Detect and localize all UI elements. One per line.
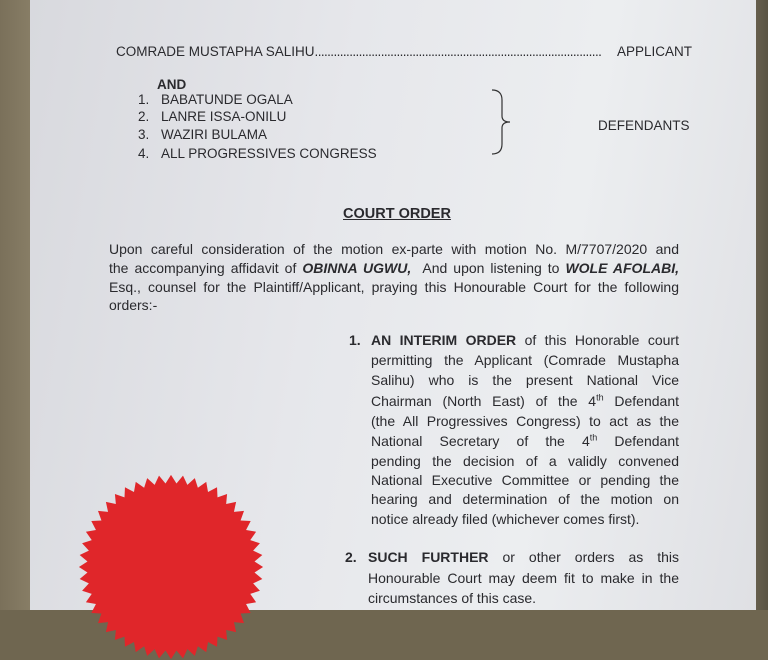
order-number: 2.: [345, 549, 357, 565]
defendants-label: DEFENDANTS: [598, 118, 690, 133]
order-line: (the All Progressives Congress) to act as the: [371, 413, 679, 429]
defendant-name: BABATUNDE OGALA: [161, 92, 293, 107]
page-title: COURT ORDER: [343, 206, 451, 222]
defendant-item: [138, 146, 377, 161]
order-line: [371, 393, 679, 409]
order-line: notice already filed (whichever comes first).: [371, 511, 640, 527]
defendant-name: WAZIRI BULAMA: [161, 127, 268, 142]
defendant-item: [138, 92, 293, 107]
order-line: National Executive Committee or pending the: [371, 472, 679, 488]
order-line: [371, 433, 679, 449]
text: Defendant: [603, 393, 679, 409]
order-line: [371, 332, 679, 348]
text: And upon listening to: [411, 260, 566, 276]
curly-brace-icon: [488, 88, 512, 156]
text: the accompanying affidavit of: [109, 260, 303, 276]
text: National Secretary of the 4: [371, 433, 590, 449]
order-line: [368, 549, 679, 565]
and-label: AND: [157, 77, 187, 92]
order-line: permitting the Applicant (Comrade Mustapha: [371, 352, 679, 368]
text: Chairman (North East) of the 4: [371, 393, 597, 409]
order-line: pending the decision of a validly convened: [371, 453, 679, 469]
intro-line: [109, 260, 679, 276]
applicant-label: APPLICANT: [617, 44, 693, 59]
text: Defendant: [597, 433, 679, 449]
order-lead: SUCH FURTHER: [368, 549, 489, 565]
order-line: hearing and determination of the motion on: [371, 491, 679, 507]
list-number: 3.: [138, 127, 150, 142]
counsel-name: WOLE AFOLABI,: [565, 260, 679, 276]
superscript: th: [589, 432, 598, 443]
superscript: th: [596, 392, 604, 403]
order-line: circumstances of this case.: [368, 590, 537, 606]
defendant-name: ALL PROGRESSIVES CONGRESS: [161, 146, 377, 161]
affiant-name: OBINNA UGWU,: [302, 260, 412, 276]
order-lead: AN INTERIM ORDER: [371, 332, 517, 348]
defendant-item: [138, 109, 286, 124]
defendant-item: [138, 127, 267, 142]
order-number: 1.: [349, 332, 361, 348]
order-line: Honourable Court may deem fit to make in the: [368, 570, 679, 586]
list-number: 1.: [138, 92, 150, 107]
intro-line: Esq., counsel for the Plaintiff/Applicant, praying this Honourable Court for the following: [109, 279, 679, 295]
intro-line: Upon careful consideration of the motion ex-parte with motion No. M/7707/2020 and: [109, 241, 679, 257]
applicant-line: [116, 44, 601, 59]
leader-dots: ...........................................................................................: [314, 44, 602, 59]
red-seal-icon: [78, 474, 264, 660]
text: or other orders as this: [488, 549, 679, 565]
intro-line: orders:-: [109, 297, 158, 313]
list-number: 4.: [138, 146, 150, 161]
order-line: Salihu) who is the present National Vice: [371, 372, 679, 388]
list-number: 2.: [138, 109, 150, 124]
defendant-name: LANRE ISSA-ONILU: [161, 109, 287, 124]
applicant-name: COMRADE MUSTAPHA SALIHU: [116, 44, 315, 59]
text: of this Honorable court: [516, 332, 679, 348]
